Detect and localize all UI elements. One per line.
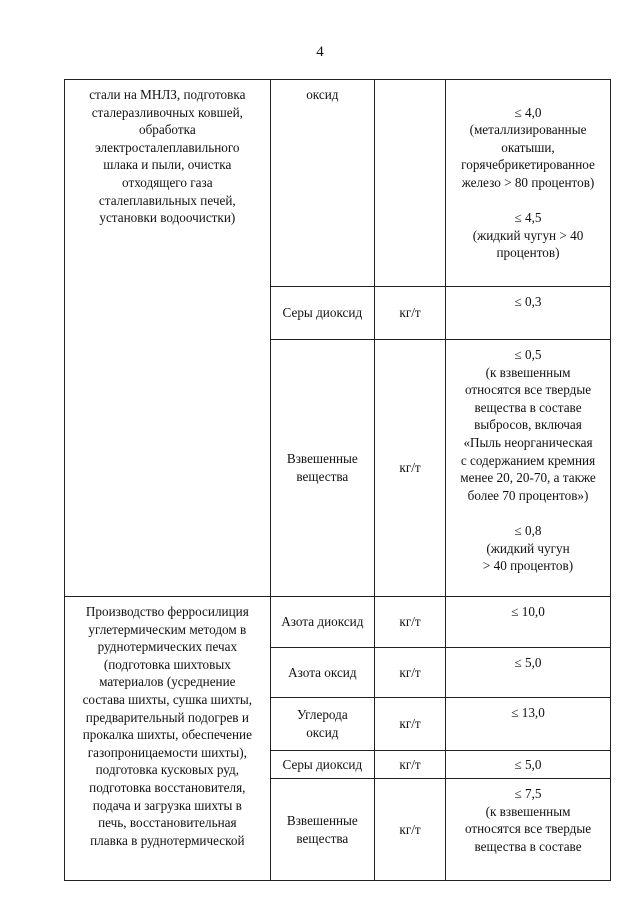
limit-cell: ≤ 0,3 bbox=[446, 287, 611, 340]
substance-cell: Взвешенные вещества bbox=[270, 779, 374, 881]
limit-cell: ≤ 5,0 bbox=[446, 648, 611, 698]
emission-limits-table bbox=[64, 79, 611, 881]
substance-cell: Взвешенные вещества bbox=[270, 340, 374, 597]
unit-cell bbox=[375, 80, 446, 287]
substance-cell: Серы диоксид bbox=[270, 287, 374, 340]
unit-cell: кг/т bbox=[375, 597, 446, 648]
table-row bbox=[65, 80, 611, 287]
unit-cell: кг/т bbox=[375, 287, 446, 340]
unit-cell: кг/т bbox=[375, 648, 446, 698]
page-number: 4 bbox=[316, 44, 324, 60]
process-description-cell: Производство ферросилиция углетермическим методом в руднотермических печах (подготовка шихтовых материалов (усреднение состава шихты, сушка шихты, предварительный подогрев и прокалка шихты, обеспечение газопроницаемости шихты), подготовка кусковых руд, подготовка восстановителя, подача и загрузка шихты в печь, восстановительная плавка в руднотермической bbox=[65, 597, 271, 881]
substance-cell: Азота диоксид bbox=[270, 597, 374, 648]
substance-cell: оксид bbox=[270, 80, 374, 287]
limit-cell: ≤ 0,5 (к взвешенным относятся все твердые вещества в составе выбросов, включая «Пыль неорганическая с содержанием кремния менее 20, 20-70, а также более 70 процентов») ≤ 0,8 (жидкий чугун > 40 процентов) bbox=[446, 340, 611, 597]
limit-cell: ≤ 5,0 bbox=[446, 751, 611, 779]
unit-cell: кг/т bbox=[375, 340, 446, 597]
table-row bbox=[65, 597, 611, 648]
substance-cell: Серы диоксид bbox=[270, 751, 374, 779]
limit-cell: ≤ 4,0 (металлизированные окатыши, горячебрикетированное железо > 80 процентов) ≤ 4,5 (жидкий чугун > 40 процентов) bbox=[446, 80, 611, 287]
limit-cell: ≤ 13,0 bbox=[446, 698, 611, 751]
limit-cell: ≤ 10,0 bbox=[446, 597, 611, 648]
process-description-cell: стали на МНЛЗ, подготовка сталеразливочных ковшей, обработка электросталеплавильного шлака и пыли, очистка отходящего газа сталеплавильных печей, установки водоочистки) bbox=[65, 80, 271, 597]
substance-cell: Азота оксид bbox=[270, 648, 374, 698]
unit-cell: кг/т bbox=[375, 698, 446, 751]
unit-cell: кг/т bbox=[375, 751, 446, 779]
limit-cell: ≤ 7,5 (к взвешенным относятся все твердые вещества в составе bbox=[446, 779, 611, 881]
substance-cell: Углерода оксид bbox=[270, 698, 374, 751]
unit-cell: кг/т bbox=[375, 779, 446, 881]
